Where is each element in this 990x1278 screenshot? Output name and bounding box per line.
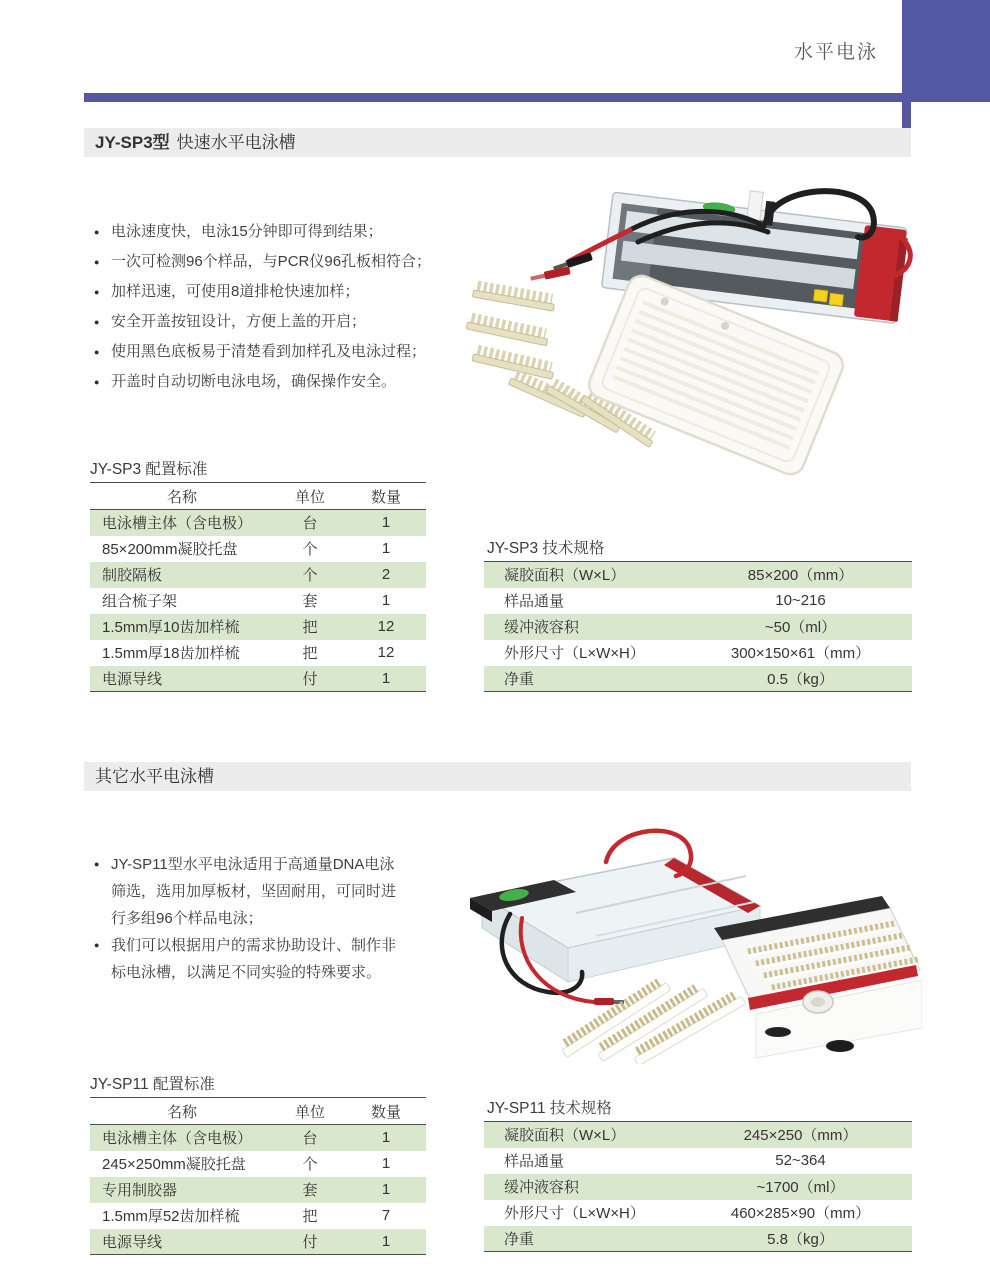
col-header: 单位	[274, 483, 346, 510]
jy-sp3-feature-list	[94, 217, 509, 397]
table-cell: 组合梳子架	[102, 593, 178, 610]
spec-value: 85×200（mm）	[747, 567, 854, 585]
feature-text: 一次可检测96个样品，与PCR仪96孔板相符合；	[111, 253, 432, 270]
comb-strips-illustration	[560, 979, 746, 1064]
spec-label: 样品通量	[504, 593, 565, 610]
spec-value: 52~364	[775, 1152, 826, 1169]
table-cell: 1.5mm厚18齿加样梳	[102, 645, 240, 662]
bullet-icon: ●	[94, 377, 100, 387]
table-cell: 1	[381, 1181, 391, 1198]
table-cell: 1	[381, 1129, 391, 1147]
feature-text: 电泳速度快，电泳15分钟即可得到结果；	[111, 223, 383, 240]
jy-sp3-config-title: JY-SP3 配置标准	[90, 461, 208, 478]
spec-label: 样品通量	[504, 1153, 565, 1170]
table-cell: 台	[302, 1130, 318, 1148]
spec-value: 460×285×90（mm）	[730, 1205, 871, 1222]
feature-item	[94, 217, 509, 247]
table-row	[484, 614, 912, 640]
bullet-icon: ●	[94, 257, 100, 267]
feature-text: 安全开盖按钮设计，方便上盖的开启；	[111, 313, 367, 330]
table-row	[484, 666, 912, 692]
table-row	[90, 562, 426, 588]
table-cell: 85×200mm凝胶托盘	[102, 541, 238, 558]
table-cell: 套	[302, 593, 318, 610]
table-cell: 把	[302, 619, 318, 636]
col-header: 数量	[346, 483, 426, 510]
feature-item	[94, 932, 446, 986]
table-row	[90, 1177, 426, 1203]
table-cell: 电泳槽主体（含电极）	[102, 515, 253, 533]
table-row	[90, 666, 426, 692]
table-cell: 个	[302, 1156, 318, 1173]
spec-value: 245×250（mm）	[743, 1127, 858, 1145]
bullet-icon: ●	[94, 287, 100, 297]
table-cell: 1	[381, 1155, 391, 1172]
table-row	[90, 1203, 426, 1229]
section1-title-label: 快速水平电泳槽	[176, 133, 296, 152]
table-row	[90, 640, 426, 666]
table-row	[484, 1148, 912, 1174]
table-cell: 专用制胶器	[102, 1182, 178, 1199]
table-cell: 电泳槽主体（含电极）	[102, 1130, 253, 1148]
section1-header-bar	[84, 128, 911, 157]
feature-text	[111, 851, 446, 932]
feature-item	[94, 247, 509, 277]
header-rule	[84, 93, 911, 102]
table-row	[484, 1174, 912, 1200]
table-cell: 1	[381, 540, 391, 557]
feature-line: 我们可以根据用户的需求协助设计、制作非	[111, 937, 397, 954]
jy-sp3-config-table	[90, 482, 426, 692]
spec-value: 10~216	[775, 592, 826, 609]
feature-text: 开盖时自动切断电泳电场，确保操作安全。	[111, 373, 397, 390]
table-header-row	[90, 1098, 426, 1125]
section2-header-bar	[84, 762, 911, 791]
col-header: 单位	[274, 1098, 346, 1125]
feature-item	[94, 851, 446, 932]
table-cell: 电源导线	[102, 1233, 163, 1251]
table-cell: 付	[302, 670, 318, 688]
table-row	[484, 1226, 912, 1252]
spec-value: 0.5（kg）	[767, 670, 834, 688]
table-cell: 付	[302, 1233, 318, 1251]
table-cell: 1	[381, 514, 391, 532]
table-row	[90, 1125, 426, 1151]
spec-label: 凝胶面积（W×L）	[504, 567, 626, 585]
spec-value: ~1700（ml）	[756, 1179, 845, 1196]
jy-sp3-spec-table	[484, 561, 912, 692]
bullet-icon: ●	[94, 227, 100, 237]
table-cell: 12	[377, 644, 395, 661]
spec-label: 凝胶面积（W×L）	[504, 1127, 626, 1145]
page-category-label: 水平电泳	[793, 42, 878, 63]
spec-label: 缓冲液容积	[504, 1179, 580, 1196]
table-cell: 把	[302, 1208, 318, 1225]
jy-sp11-config-title: JY-SP11 配置标准	[90, 1076, 215, 1093]
table-cell: 套	[302, 1182, 318, 1199]
table-cell: 2	[381, 566, 391, 583]
table-row	[484, 562, 912, 588]
section1-model-label: JY-SP3型	[95, 133, 170, 152]
feature-line: 标电泳槽，以满足不同实验的特殊要求。	[111, 964, 382, 981]
feature-item	[94, 337, 509, 367]
jy-sp3-spec-title: JY-SP3 技术规格	[487, 540, 605, 557]
spec-label: 外形尺寸（L×W×H）	[504, 1205, 645, 1222]
bullet-icon: ●	[94, 859, 100, 869]
table-header-row	[90, 483, 426, 510]
col-header: 名称	[90, 483, 274, 510]
feature-text	[111, 932, 446, 986]
table-row	[484, 1122, 912, 1148]
table-cell: 电源导线	[102, 670, 163, 688]
feature-item	[94, 277, 509, 307]
feature-line: 筛选，选用加厚板材，坚固耐用，可同时进	[111, 883, 397, 900]
jy-sp11-product-photo	[456, 818, 922, 1064]
table-row	[90, 510, 426, 536]
jy-sp11-config-table	[90, 1097, 426, 1255]
table-cell: 1	[381, 669, 391, 687]
table-row	[484, 1200, 912, 1226]
table-row	[484, 588, 912, 614]
header-rule-tab	[902, 102, 911, 129]
feature-item	[94, 307, 509, 337]
table-cell: 台	[302, 515, 318, 533]
spec-value: 300×150×61（mm）	[730, 645, 871, 662]
table-cell: 个	[302, 541, 318, 558]
bullet-icon: ●	[94, 347, 100, 357]
col-header: 数量	[346, 1098, 426, 1125]
feature-item	[94, 367, 509, 397]
table-cell: 12	[377, 618, 395, 635]
table-row	[90, 536, 426, 562]
spec-value: 5.8（kg）	[767, 1230, 834, 1248]
bullet-icon: ●	[94, 317, 100, 327]
table-row	[90, 1229, 426, 1255]
jy-sp11-feature-list	[94, 851, 446, 986]
table-cell: 个	[302, 567, 318, 584]
corner-accent-block	[902, 0, 990, 102]
table-cell: 1	[381, 1232, 391, 1250]
spec-label: 净重	[504, 670, 535, 688]
section2-title-label: 其它水平电泳槽	[95, 767, 214, 786]
jy-sp11-spec-table	[484, 1121, 912, 1252]
table-cell: 245×250mm凝胶托盘	[102, 1156, 246, 1173]
jy-sp11-tank-illustration	[470, 831, 760, 1005]
spec-value: ~50（ml）	[764, 619, 837, 636]
jy-sp11-spec-title: JY-SP11 技术规格	[487, 1100, 612, 1117]
feature-line: JY-SP11型水平电泳适用于高通量DNA电泳	[111, 856, 395, 873]
table-cell: 制胶隔板	[102, 567, 163, 584]
banana-plug-red	[530, 266, 571, 282]
feature-text: 使用黑色底板易于清楚看到加样孔及电泳过程；	[111, 343, 427, 360]
jy-sp3-product-photo	[466, 180, 922, 482]
table-cell: 1.5mm厚10齿加样梳	[102, 619, 240, 636]
spec-label: 外形尺寸（L×W×H）	[504, 645, 645, 662]
bullet-icon: ●	[94, 940, 100, 950]
table-row	[90, 614, 426, 640]
col-header: 名称	[90, 1098, 274, 1125]
table-cell: 把	[302, 645, 318, 662]
table-row	[90, 588, 426, 614]
table-row	[90, 1151, 426, 1177]
spec-label: 缓冲液容积	[504, 619, 580, 636]
feature-line: 行多组96个样品电泳；	[111, 910, 263, 927]
table-cell: 1.5mm厚52齿加样梳	[102, 1208, 240, 1225]
feature-text: 加样迅速，可使用8道排枪快速加样；	[111, 283, 360, 300]
table-cell: 7	[381, 1207, 391, 1224]
table-cell: 1	[381, 592, 391, 609]
spec-label: 净重	[504, 1230, 535, 1248]
table-row	[484, 640, 912, 666]
